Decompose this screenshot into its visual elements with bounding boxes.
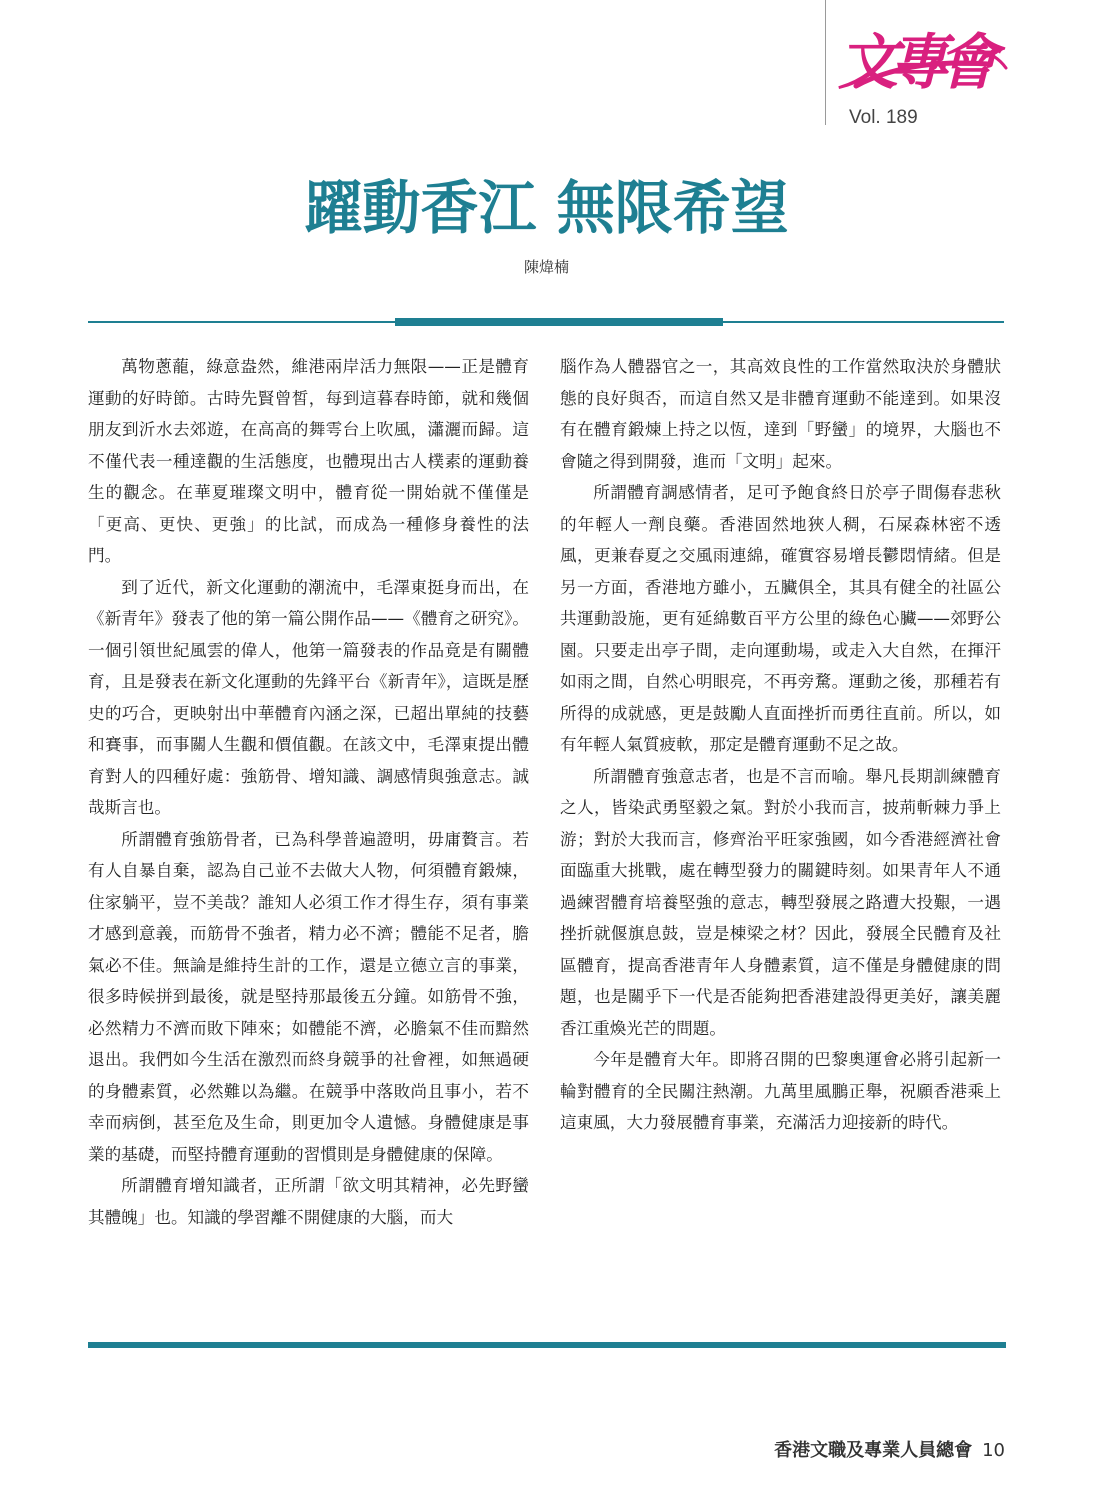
paragraph: 萬物蔥蘢，綠意盎然，維港兩岸活力無限——正是體育運動的好時節。古時先賢曾皙，每到這暮春時節，就和幾個朋友到沂水去郊遊，在高高的舞雩台上吹風，瀟灑而歸。這不僅代表一種達觀的生活態度，也體現出古人樸素的運動養生的觀念。在華夏璀璨文明中，體育從一開始就不僅僅是「更高、更快、更強」的比試，而成為一種修身養性的法門。	[88, 357, 529, 565]
left-column	[88, 351, 529, 1233]
paragraph: 所謂體育強筋骨者，已為科學普遍證明，毋庸贅言。若有人自暴自棄，認為自己並不去做大人物，何須體育鍛煉，住家躺平，豈不美哉？誰知人必須工作才得生存，須有事業才感到意義，而筋骨不強者，精力必不濟；體能不足者，膽氣必不佳。無論是維持生計的工作，還是立德立言的事業，很多時候拼到最後，就是堅持那最後五分鐘。如筋骨不強，必然精力不濟而敗下陣來；如體能不濟，必膽氣不佳而黯然退出。我們如今生活在激烈而終身競爭的社會裡，如無過硬的身體素質，必然難以為繼。在競爭中落敗尚且事小，若不幸而病倒，甚至危及生命，則更加令人遺憾。身體健康是事業的基礎，而堅持體育運動的習慣則是身體健康的保障。	[88, 829, 529, 1164]
article-author: 陳煒楠	[523, 258, 569, 276]
paragraph: 今年是體育大年。即將召開的巴黎奧運會必將引起新一輪對體育的全民關注熱潮。九萬里風鵬正舉，祝願香港乘上這東風，大力發展體育事業，充滿活力迎接新的時代。	[560, 1050, 1001, 1132]
paragraph: 腦作為人體器官之一，其高效良性的工作當然取決於身體狀態的良好與否，而這自然又是非體育運動不能達到。如果沒有在體育鍛煉上持之以恆，達到「野蠻」的境界，大腦也不會隨之得到開發，進而「文明」起來。	[560, 357, 1001, 471]
page-number: 10	[982, 1440, 1005, 1461]
volume-number: Vol. 189	[849, 107, 918, 128]
organization-name: 香港文職及專業人員總會	[774, 1440, 973, 1461]
logo-text: 文專會	[838, 28, 988, 98]
right-column	[560, 351, 1001, 1139]
page-footer	[774, 1436, 1005, 1462]
paragraph: 到了近代，新文化運動的潮流中，毛澤東挺身而出，在《新青年》發表了他的第一篇公開作品——《體育之研究》。一個引領世紀風雲的偉人，他第一篇發表的作品竟是有關體育，且是發表在新文化運動的先鋒平台《新青年》，這既是歷史的巧合，更映射出中華體育內涵之深，已超出單純的技藝和賽事，而事關人生觀和價值觀。在該文中，毛澤東提出體育對人的四種好處：強筋骨、增知識、調感情與強意志。誠哉斯言也。	[88, 577, 529, 817]
paragraph: 所謂體育強意志者，也是不言而喻。舉凡長期訓練體育之人，皆染武勇堅毅之氣。對於小我而言，披荊斬棘力爭上游；對於大我而言，修齊治平旺家強國，如今香港經濟社會面臨重大挑戰，處在轉型發力的關鍵時刻。如果青年人不通過練習體育培養堅強的意志，轉型發展之路遭大投艱，一遇挫折就偃旗息鼓，豈是棟梁之材？因此，發展全民體育及社區體育，提高香港青年人身體素質，這不僅是身體健康的問題，也是關乎下一代是否能夠把香港建設得更美好，讓美麗香江重煥光芒的問題。	[560, 766, 1001, 1038]
masthead-divider	[825, 0, 826, 125]
paragraph: 所謂體育調感情者，足可予飽食終日於亭子間傷春悲秋的年輕人一劑良藥。香港固然地狹人稠，石屎森林密不透風，更兼春夏之交風雨連綿，確實容易增長鬱悶情緒。但是另一方面，香港地方雖小，五臟俱全，其具有健全的社區公共運動設施，更有延綿數百平方公里的綠色心臟——郊野公園。只要走出亭子間，走向運動場，或走入大自然，在揮汗如雨之間，自然心明眼亮，不再旁騖。運動之後，那種若有所得的成就感，更是鼓勵人直面挫折而勇往直前。所以，如有年輕人氣質疲軟，那定是體育運動不足之故。	[560, 483, 1001, 754]
paragraph: 所謂體育增知識者，正所謂「欲文明其精神，必先野蠻其體魄」也。知識的學習離不開健康的大腦，而大	[88, 1176, 529, 1227]
article-title: 躍動香江 無限希望	[304, 174, 789, 242]
title-divider-accent	[395, 318, 723, 326]
bottom-divider	[88, 1342, 1006, 1348]
